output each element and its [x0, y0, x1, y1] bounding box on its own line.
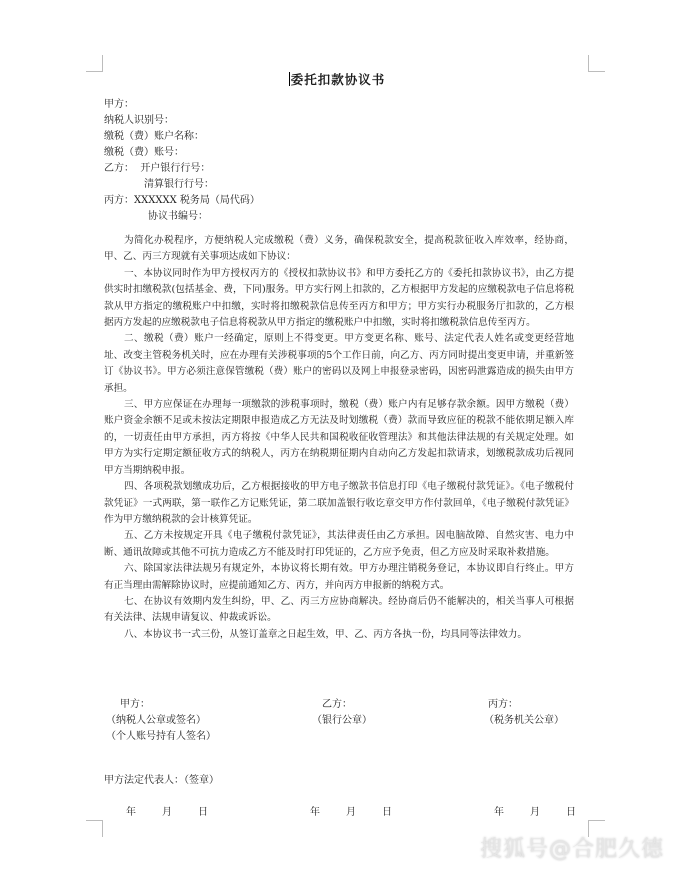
account-no-line: 缴税（费）账号：: [104, 147, 184, 158]
party-a-sign-label: 甲方：: [120, 699, 150, 710]
party-c-line: 丙方：XXXXXX 税务局（局代码）: [104, 195, 260, 206]
document-title[interactable]: [0, 70, 674, 88]
watermark-text: 搜狐号@合肥久德: [479, 837, 664, 862]
party-b-line: [104, 161, 574, 177]
paragraph-3: 三、甲方应保证在办理每一项缴款的涉税事项时，缴税（费）账户内有足够存款余额。因甲方缴税（费）账户资金余额不足或未按法定期限申报造成乙方无法及时划缴税（费）款而导致应征的税款不能依期足额入库的，一切责任由甲方承担，丙方将按《中华人民共和国税收征收管理法》和其他法律法规的有关规定处理。如甲方为实行定期定额征收方式的纳税人，丙方在纳税期征期内自动向乙方发起扣款请求，划缴税款成功后视同甲方当期纳税申报。: [104, 399, 574, 476]
header-fields: [104, 97, 574, 225]
party-b-seal: （银行公章）: [312, 715, 372, 726]
paragraph-8: 八、本协议书一式三份，从签订盖章之日起生效，甲、乙、丙方各执一份，均具同等法律效力。: [124, 628, 527, 640]
paragraph-7: 七、在协议有效期内发生纠纷，甲、乙、丙三方应协商解决。经协商后仍不能解决的，相关当事人可根据有关法律、法规申请复议、仲裁或诉讼。: [104, 595, 574, 624]
agreement-no-line: 协议书编号：: [148, 211, 208, 222]
party-a-personal-sign: （个人账号持有人签名）: [106, 731, 216, 742]
crop-mark-bottom-left: [86, 820, 103, 837]
date-party-c: 年 月 日: [494, 807, 584, 818]
paragraph-6: 六、除国家法律法规另有规定外，本协议将长期有效。甲方办理注销税务登记，本协议即自行终止。甲方有正当理由需解除协议时，应提前通知乙方、丙方，并向丙方申报新的纳税方式。: [104, 563, 574, 591]
account-name-line: 缴税（费）账户名称：: [104, 131, 204, 142]
agreement-body: [104, 233, 574, 643]
title-text: 委托扣款协议书: [290, 72, 386, 87]
party-b-sign-label: 乙方：: [322, 699, 352, 710]
date-party-b: 年 月 日: [310, 807, 400, 818]
paragraph-1: 一、本协议同时作为甲方授权丙方的《授权扣款协议书》和甲方委托乙方的《委托扣款协议书》，由乙方提供实时扣缴税款(包括基金、费，下同)服务。甲方实行网上扣款的，乙方根据甲方发起的应缴税款电子信息将税款从甲方指定的缴税账户中扣缴，实时将扣缴税款信息传至丙方和甲方；甲方实行办税服务厅扣款的，乙方根据丙方发起的应缴税款电子信息将税款从甲方指定的缴税账户中扣缴，实时将扣缴税款信息传至丙方。: [104, 267, 574, 329]
clearing-bank-line: 清算银行行号：: [144, 179, 214, 190]
bank-code-label: 开户银行行号：: [140, 163, 211, 174]
paragraph-intro: 为简化办税程序，方便纳税人完成缴税（费）义务，确保税款安全，提高税款征收入库效率，经协商，甲、乙、丙三方现就有关事项达成如下协议：: [104, 235, 574, 263]
paragraph-5: 五、乙方未按规定开具《电子缴税付款凭证》，其法律责任由乙方承担。因电脑故障、自然灾害、电力中断、通讯故障或其他不可抗力造成乙方不能及时打印凭证的，乙方应予免责，但乙方应及时采取补救措施。: [104, 530, 574, 558]
party-c-sign-label: 丙方：: [488, 699, 518, 710]
party-c-seal: （税务机关公章）: [484, 715, 564, 726]
party-a-seal: （纳税人公章或签名）: [106, 715, 206, 726]
paragraph-4: 四、各项税款划缴成功后，乙方根据接收的甲方电子缴款书信息打印《电子缴税付款凭证》。《电子缴税付款凭证》一式两联，第一联作乙方记账凭证，第二联加盖银行收讫章交甲方作付款回单，《电子缴税付款凭证》作为甲方缴纳税款的会计核算凭证。: [104, 481, 574, 525]
party-b-label: 乙方：: [104, 163, 134, 174]
text-cursor: [289, 72, 290, 86]
paragraph-2: 二、缴税（费）账户一经确定，原则上不得变更。甲方变更名称、账号、法定代表人姓名或变更经营地址、改变主管税务机关时，应在办理有关涉税事项的5个工作日前，向乙方、丙方同时提出变更申请，并重新签订《协议书》。甲方必须注意保管缴税（费）账户的密码以及网上申报登录密码，因密码泄露造成的损失由甲方承担。: [104, 333, 574, 394]
date-party-a: 年 月 日: [126, 807, 216, 818]
party-a-line: 甲方：: [104, 99, 134, 110]
legal-rep-sign: 甲方法定代表人：（签章）: [104, 775, 219, 786]
taxpayer-id-line: 纳税人识别号：: [104, 115, 174, 126]
